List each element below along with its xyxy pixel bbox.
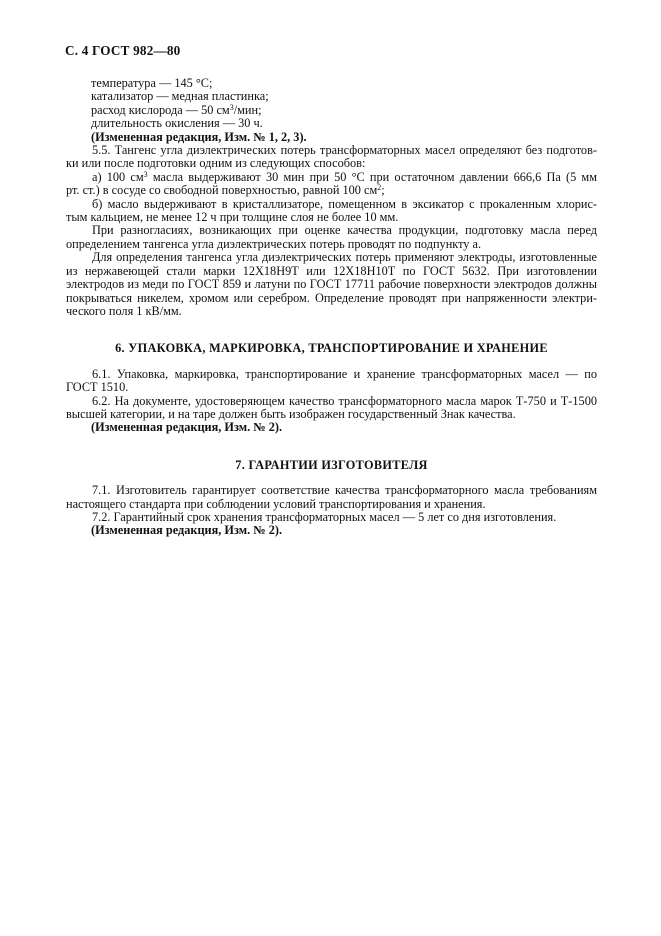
text-line: ки или после подготовки одним из следующих способов:: [66, 156, 366, 171]
text-line: [91, 90, 597, 103]
text-line: температура — 145 °С;: [91, 76, 213, 90]
section-6-title: 6. УПАКОВКА, МАРКИРОВКА, ТРАНСПОРТИРОВАНИЕ И ХРАНЕНИЕ: [115, 341, 548, 356]
text-span: а) 100 см: [92, 169, 144, 184]
text-line: б) масло выдерживают в кристаллизаторе, помещенном в эксикатор с прокаленным хлорис-: [92, 196, 597, 211]
amendment-note: (Измененная редакция, Изм. № 2).: [91, 420, 283, 435]
text-span: масла выдерживают 30 мин при 50 °С при остаточном давлении 666,6 Па (5 мм: [147, 169, 597, 184]
text-line: [66, 184, 597, 197]
page-header: С. 4 ГОСТ 982—80: [65, 43, 181, 58]
text-line: покрываться никелем, хромом или серебром. Определение проводят при напряженности электри-: [66, 290, 597, 305]
text-line: 6.2. На документе, удостоверяющем качество трансформаторного масла марок Т-750 и Т-1500: [92, 393, 597, 408]
paragraph-5-5: [66, 144, 597, 318]
text-line: При разногласиях, возникающих при оценке качества продукции, подготовку масла перед: [92, 223, 597, 238]
amendment-note: (Измененная редакция, Изм. № 2).: [91, 523, 283, 538]
text-line: электродов из меди по ГОСТ 859 и латуни по ГОСТ 17711 рабочие поверхности электродов должны: [66, 277, 597, 292]
text-line: ГОСТ 1510.: [66, 380, 129, 395]
text-line: настоящего стандарта при соблюдении условий транспортирования и хранения.: [66, 496, 486, 511]
text-line: 7.2. Гарантийный срок хранения трансформаторных масел — 5 лет со дня изготовления.: [92, 509, 557, 524]
text-line: длительность окисления — 30 ч.: [91, 116, 263, 131]
text-line: Для определения тангенса угла диэлектрических потерь применяют электроды, изготовленные: [92, 250, 597, 265]
text-line: [91, 104, 597, 117]
document-body: [66, 76, 597, 538]
text-line: 7.1. Изготовитель гарантирует соответствие качества трансформаторного масла требованиям: [92, 483, 597, 498]
text-line: определением тангенса угла диэлектрических потерь проводят по подпункту а.: [66, 236, 482, 251]
superscript: 3: [229, 102, 234, 112]
text-line: тым кальцием, не менее 12 ч при толщине слоя не более 10 мм.: [66, 210, 399, 225]
superscript: 2: [377, 183, 382, 193]
section-6-body: [66, 368, 597, 422]
text-line: [66, 171, 597, 184]
text-line: 5.5. Тангенс угла диэлектрических потерь трансформаторных масел определяют без подготов-: [92, 143, 597, 158]
section-7-title: 7. ГАРАНТИИ ИЗГОТОВИТЕЛЯ: [235, 457, 428, 472]
text-span: рт. ст.) в сосуде со свободной поверхностью, равной 100 см: [66, 183, 378, 198]
text-span: /мин;: [233, 102, 262, 117]
amendment-note: (Измененная редакция, Изм. № 1, 2, 3).: [91, 129, 307, 144]
section-7-body: [66, 484, 597, 524]
text-line: ческого поля 1 кВ/мм.: [66, 303, 182, 318]
text-span: ;: [381, 183, 385, 198]
text-span: катализатор — медная пластинка;: [91, 89, 269, 104]
superscript: 3: [143, 169, 148, 179]
text-line: из нержавеющей стали марки 12Х18Н9Т или 12Х18Н10Т по ГОСТ 5632. При изготовлении: [66, 263, 597, 278]
text-span: расход кислорода — 50 см: [91, 102, 230, 117]
text-line: высшей категории, и на таре должен быть изображен государственный Знак качества.: [66, 406, 516, 421]
text-line: 6.1. Упаковка, маркировка, транспортирование и хранение трансформаторных масел — по: [92, 366, 597, 381]
